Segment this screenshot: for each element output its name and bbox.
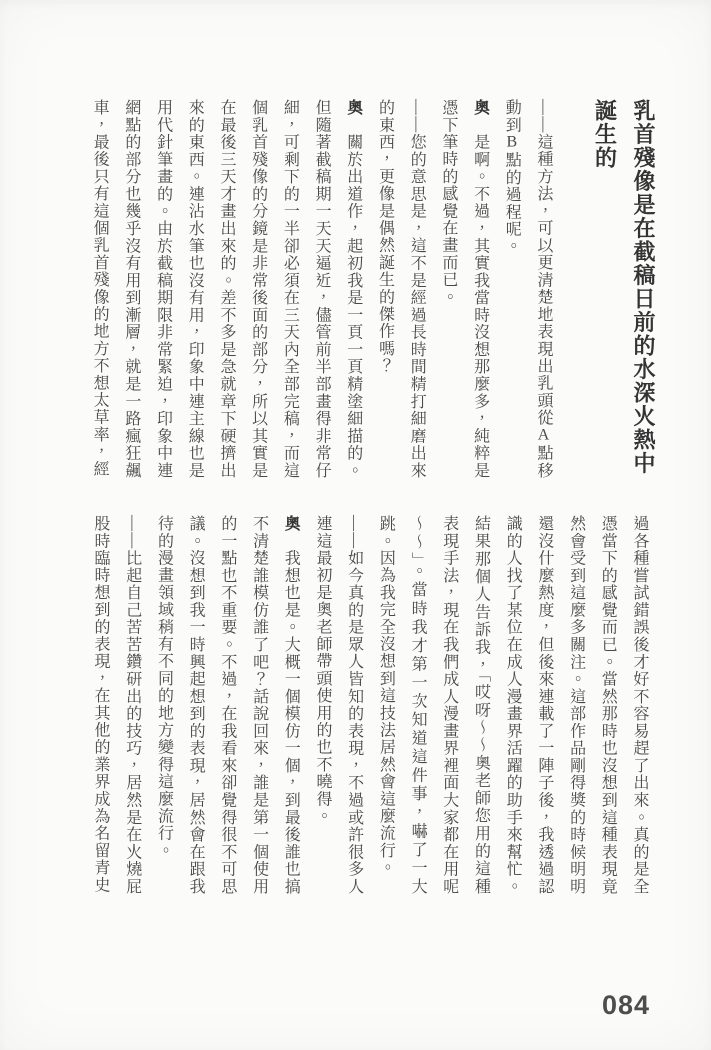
page-number: 084	[601, 990, 650, 1020]
paragraph: 奧 我想也是。大概一個模仿一個，到最後誰也搞不清楚誰模仿誰了吧？話說回來，誰是第一個使用的一點也不重要。不過，在我看來卻覺得很不可思議。沒想到我一時興起想到的表現，居然會在跟我待的漫畫領域稍有不同的地方變得這麼流行。	[155, 515, 300, 896]
paragraph: ——比起自己苦苦鑽研出的技巧，居然是在火燒屁股時臨時想到的表現，在其他的業界成為名留青史	[92, 515, 141, 895]
speaker-label: 奧	[471, 99, 489, 117]
paragraph: 奧 是啊。不過，其實我當時沒想那麼多，純粹是憑下筆時的感覺在畫而已。	[439, 99, 489, 480]
paragraph: 奧 關於出道作，起初我是一頁一頁精塗細描的。但隨著截稿期一天天逼近，儘管前半部畫得非常仔細，可剩下的一半卻必須在三天內全部完稿，而這個乳首殘像的分鏡是非常後面的部分，所以其實是在最後三天才畫出來的。差不多是急就章下硬擠出來的東西。連沾水筆也沒有用，印象中連主線也是用代針筆畫的。由於截稿期限非常緊迫，印象中連網點的部分也幾乎沒有用到漸層，就是一路瘋狂飆車，最後只有這個乳首殘像的地方不想太草率，經	[91, 99, 362, 480]
upright-latin-text: A	[535, 426, 552, 445]
page-title: 乳首殘像是在截稿日前的水深火熱中誕生的	[592, 99, 656, 475]
paragraph: ——您的意思是，這不是經過長時間精打細磨出來的東西，更像是偶然誕生的傑作嗎？	[376, 99, 426, 479]
speaker-label: 奧	[344, 99, 362, 117]
paragraph: ——這種方法，可以更清楚地表現出乳頭從A點移動到B點的過程呢。	[503, 99, 552, 479]
paragraph: 過各種嘗試錯誤後才好不容易趕了出來。真的是全憑當下的感覺而已。當然那時也沒想到這種表現竟然會受到這麼多關注。這部作品剛得獎的時候明明還沒什麼熱度，但後來連載了一陣子後，我透過認識的人找了某位在成人漫畫界活躍的助手來幫忙。結果那個人告訴我，「哎呀～～奧老師您用的這種表現手法，現在我們成人漫畫界裡面大家都在用呢～～」。當時我才第一次知道這件事，嚇了一大跳。因為我完全沒想到這技法居然會這麼流行。	[377, 515, 648, 895]
speaker-label: 奧	[282, 515, 300, 533]
interview-text-bottom	[84, 515, 655, 895]
interview-text-top	[83, 99, 559, 479]
upright-latin-text: B	[503, 133, 521, 152]
section-heading-block	[585, 99, 662, 481]
paragraph: ——如今真的是眾人皆知的表現，不過或許很多人連這最初是奧老師帶頭使用的也不曉得。	[313, 515, 363, 895]
